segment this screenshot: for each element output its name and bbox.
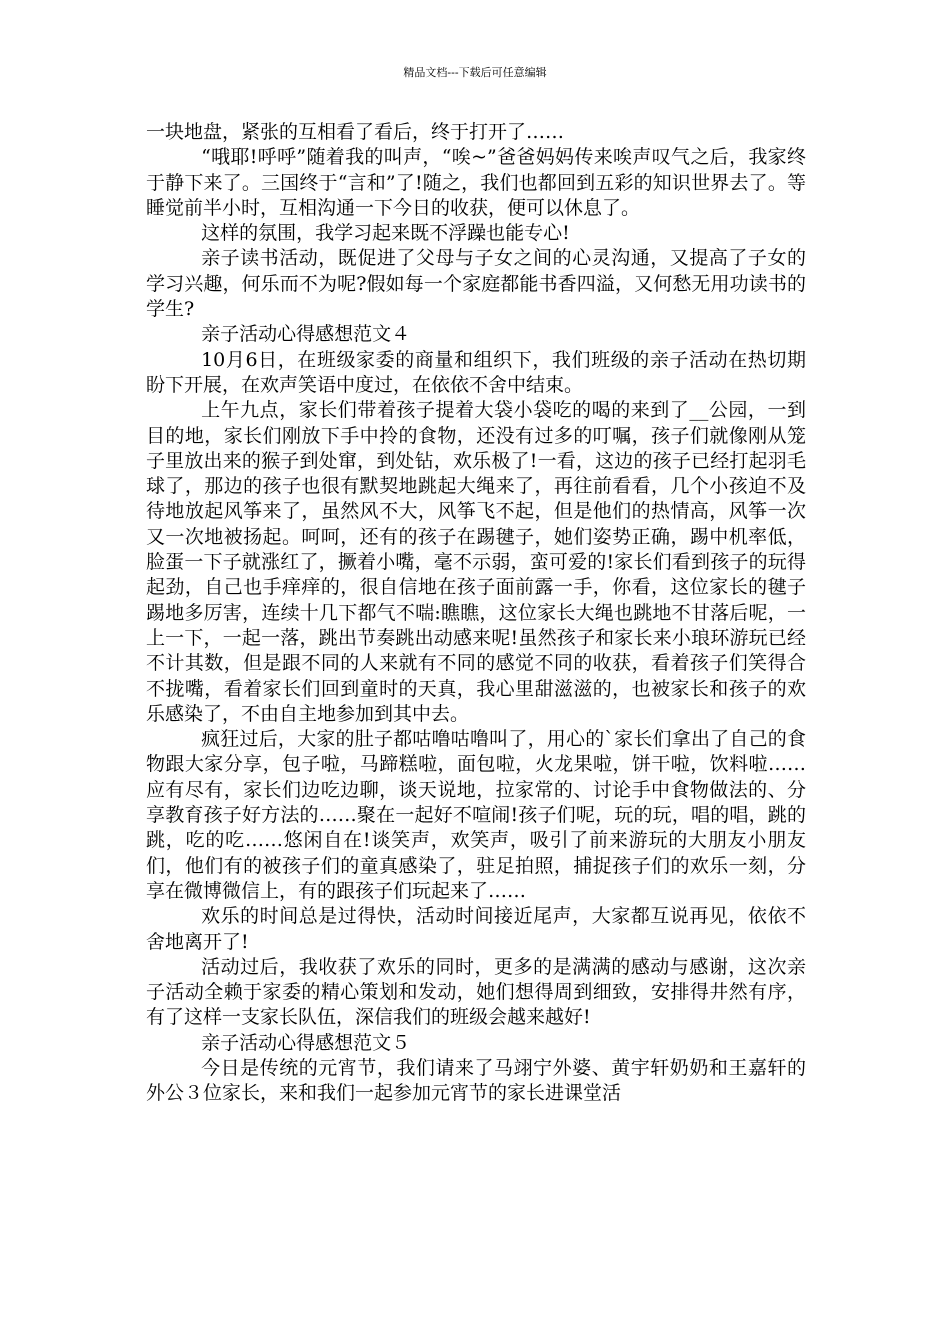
paragraph: 这样的氛围，我学习起来既不浮躁也能专心! — [201, 222, 570, 245]
paragraph: 疯狂过后，大家的肚子都咕噜咕噜叫了，用心的`家长们拿出了自己的食物跟大家分享，包子啦，马蹄糕啦，面包啦，火龙果啦，饼干啦，饮料啦……应有尽有，家长们边吃边聊，谈天说地，拉家常的、讨论手中食物做法的、分享教育孩子好方法的……聚在一起好不喧闹!孩子们呢，玩的玩，唱的唱，跳的跳，吃的吃……悠闲自在!谈笑声，欢笑声，吸引了前来游玩的大朋友小朋友们，他们有的被孩子们的童真感染了，驻足拍照，捕捉孩子们的欢乐一刻，分享在微博微信上，有的跟孩子们玩起来了…… — [146, 728, 806, 902]
section-heading: 亲子活动心得感想范文５ — [201, 1031, 411, 1054]
paragraph: 活动过后，我收获了欢乐的同时，更多的是满满的感动与感谢，这次亲子活动全赖于家委的精心策划和发动，她们想得周到细致，安排得井然有序，有了这样一支家长队伍，深信我们的班级会越来越好! — [146, 955, 806, 1029]
paragraph: “哦耶!呼呼”随着我的叫声，“唉~”爸爸妈妈传来唉声叹气之后，我家终于静下来了。三国终于“言和”了!随之，我们也都回到五彩的知识世界去了。等睡觉前半小时，互相沟通一下今日的收获，便可以休息了。 — [146, 146, 806, 219]
paragraph: 亲子读书活动，既促进了父母与子女之间的心灵沟通，又提高了子女的学习兴趣，何乐而不为呢?假如每一个家庭都能书香四溢，又何愁无用功读书的学生? — [146, 247, 806, 321]
paragraph: 10月6日，在班级家委的商量和组织下，我们班级的亲子活动在热切期盼下开展，在欢声笑语中度过，在依依不舍中结束。 — [146, 348, 806, 396]
section-heading: 亲子活动心得感想范文４ — [201, 323, 411, 346]
paragraph: 今日是传统的元宵节，我们请来了马翊宁外婆、黄宇轩奶奶和王嘉轩的外公３位家长，来和我们一起参加元宵节的家长进课堂活 — [146, 1056, 806, 1105]
document-body — [146, 120, 806, 1107]
paragraph: 上午九点，家长们带着孩子提着大袋小袋吃的喝的来到了__公园，一到目的地，家长们刚放下手中拎的食物，还没有过多的叮嘱，孩子们就像刚从笼子里放出来的猴子到处窜，到处钻，欢乐极了!一看，这边的孩子已经打起羽毛球了，那边的孩子也很有默契地跳起大绳来了，再往前看看，几个小孩迫不及待地放起风筝来了，虽然风不大，风筝飞不起，但是他们的热情高，风筝一次又一次地被扬起。呵呵，还有的孩子在踢毽子，她们姿势正确，踢中机率低，脸蛋一下子就涨红了，撅着小嘴，毫不示弱，蛮可爱的!家长们看到孩子的玩得起劲，自己也手痒痒的，很自信地在孩子面前露一手，你看，这位家长的毽子踢地多厉害，连续十几下都气不喘:瞧瞧，这位家长大绳也跳地不甘落后呢，一上一下，一起一落，跳出节奏跳出动感来呢!虽然孩子和家长来小琅环游玩已经不计其数，但是跟不同的人来就有不同的感觉不同的收获，看着孩子们笑得合不拢嘴，看着家长们回到童时的天真，我心里甜滋滋的，也被家长和孩子的欢乐感染了，不由自主地参加到其中去。 — [146, 399, 806, 725]
paragraph: 欢乐的时间总是过得快，活动时间接近尾声，大家都互说再见，依依不舍地离开了! — [146, 905, 806, 953]
page-header: 精品文档---下载后可任意编辑 — [403, 66, 547, 79]
paragraph: 一块地盘，紧张的互相看了看后，终于打开了…… — [146, 121, 565, 143]
